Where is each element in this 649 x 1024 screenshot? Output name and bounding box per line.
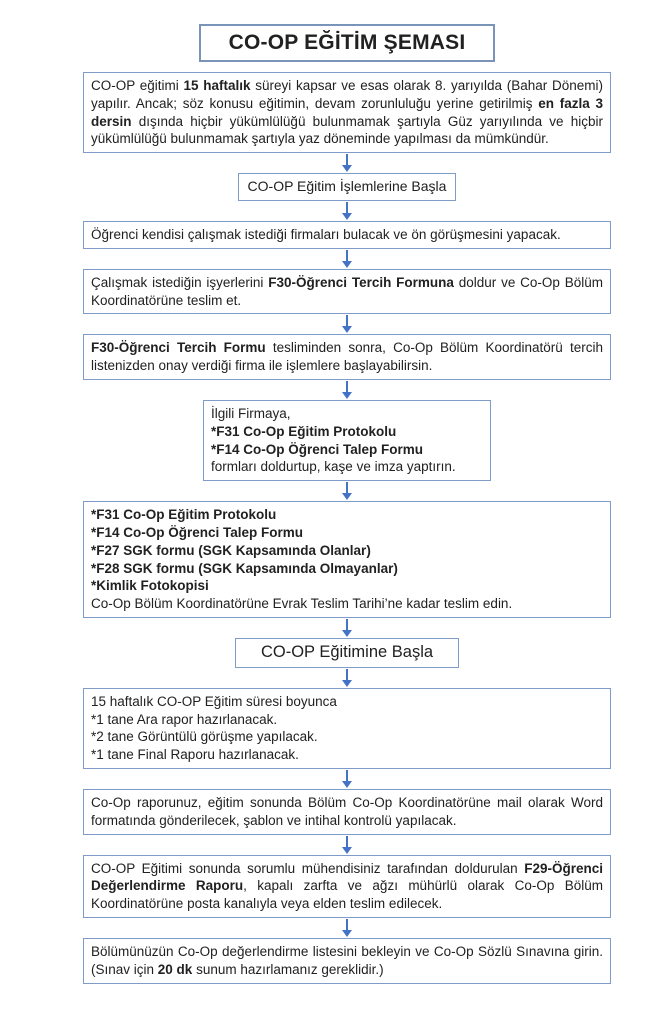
f29-report-box: CO-OP Eğitimi sonunda sorumlu mühendisiniz tarafından doldurulan F29-Öğrenci Değerlendirme Raporu, kapalı zarfta ve ağzı mühürlü olarak Co-Op Bölüm Koordinatörüne posta kanalıyla veya elden teslim edilecek. bbox=[83, 855, 611, 918]
down-arrow bbox=[342, 482, 352, 500]
down-arrow bbox=[342, 315, 352, 333]
down-arrow bbox=[342, 381, 352, 399]
coop-flowchart bbox=[83, 0, 611, 984]
arrow-shaft bbox=[346, 836, 348, 847]
arrow-shaft bbox=[346, 482, 348, 493]
arrow-head-icon bbox=[342, 630, 352, 637]
down-arrow bbox=[342, 836, 352, 854]
arrow-head-icon bbox=[342, 392, 352, 399]
arrow-shaft bbox=[346, 669, 348, 680]
arrow-shaft bbox=[346, 202, 348, 213]
documents-submit-box: *F31 Co-Op Eğitim Protokolu *F14 Co-Op Öğrenci Talep Formu *F27 SGK formu (SGK Kapsamında Olanlar) *F28 SGK formu (SGK Kapsamında Olmayanlar) *Kimlik Fotokopisi Co-Op Bölüm Koordinatörüne Evrak Teslim Tarihi’ne kadar teslim edin. bbox=[83, 501, 611, 618]
arrow-head-icon bbox=[342, 326, 352, 333]
intro-box: CO-OP eğitimi 15 haftalık süreyi kapsar ve esas olarak 8. yarıyılda (Bahar Dönemi) yapılır. Ancak; söz konusu eğitimin, devam zorunluluğu yerine getirilmiş en fazla 3 dersin dışında hiçbir yükümlülüğü bulunmamak şartıyla Güz yarıyılında ve hiçbir yükümlülüğü bulunmamak şartıyla yaz döneminde yapılması da mümkündür. bbox=[83, 72, 611, 153]
arrow-shaft bbox=[346, 250, 348, 261]
arrow-head-icon bbox=[342, 165, 352, 172]
arrow-head-icon bbox=[342, 680, 352, 687]
arrow-head-icon bbox=[342, 847, 352, 854]
arrow-head-icon bbox=[342, 261, 352, 268]
arrow-head-icon bbox=[342, 930, 352, 937]
arrow-shaft bbox=[346, 619, 348, 630]
f30-submit-box: Çalışmak istediğin işyerlerini F30-Öğrenci Tercih Formuna doldur ve Co-Op Bölüm Koordinatörüne teslim et. bbox=[83, 269, 611, 315]
arrow-head-icon bbox=[342, 213, 352, 220]
arrow-head-icon bbox=[342, 781, 352, 788]
down-arrow bbox=[342, 770, 352, 788]
start-steps-box: CO-OP Eğitim İşlemlerine Başla bbox=[238, 173, 456, 201]
oral-exam-box: Bölümünüzün Co-Op değerlendirme listesini bekleyin ve Co-Op Sözlü Sınavına girin. (Sınav için 20 dk sunum hazırlamanız gereklidir.) bbox=[83, 938, 611, 984]
during-coop-box: 15 haftalık CO-OP Eğitim süresi boyunca *1 tane Ara rapor hazırlanacak. *2 tane Görüntülü görüşme yapılacak. *1 tane Final Raporu hazırlanacak. bbox=[83, 688, 611, 769]
arrow-head-icon bbox=[342, 493, 352, 500]
down-arrow bbox=[342, 669, 352, 687]
start-coop-box: CO-OP Eğitimine Başla bbox=[235, 638, 459, 668]
find-company-box: Öğrenci kendisi çalışmak istediği firmaları bulacak ve ön görüşmesini yapacak. bbox=[83, 221, 611, 249]
arrow-shaft bbox=[346, 919, 348, 930]
arrow-shaft bbox=[346, 770, 348, 781]
down-arrow bbox=[342, 250, 352, 268]
f30-approval-box: F30-Öğrenci Tercih Formu tesliminden sonra, Co-Op Bölüm Koordinatörü tercih listenizden onay verdiği firma ile işlemlere başlayabilirsin. bbox=[83, 334, 611, 380]
firm-forms-box: İlgili Firmaya, *F31 Co-Op Eğitim Protokolu *F14 Co-Op Öğrenci Talep Formu formları doldurtup, kaşe ve imza yaptırın. bbox=[203, 400, 491, 481]
down-arrow bbox=[342, 919, 352, 937]
arrow-shaft bbox=[346, 381, 348, 392]
report-mail-box: Co-Op raporunuz, eğitim sonunda Bölüm Co-Op Koordinatörüne mail olarak Word formatında gönderilecek, şablon ve intihal kontrolü yapılacak. bbox=[83, 789, 611, 835]
down-arrow bbox=[342, 202, 352, 220]
page-title: CO-OP EĞİTİM ŞEMASI bbox=[228, 31, 466, 55]
arrow-shaft bbox=[346, 315, 348, 326]
down-arrow bbox=[342, 619, 352, 637]
down-arrow bbox=[342, 154, 352, 172]
title-box bbox=[199, 24, 495, 62]
arrow-shaft bbox=[346, 154, 348, 165]
